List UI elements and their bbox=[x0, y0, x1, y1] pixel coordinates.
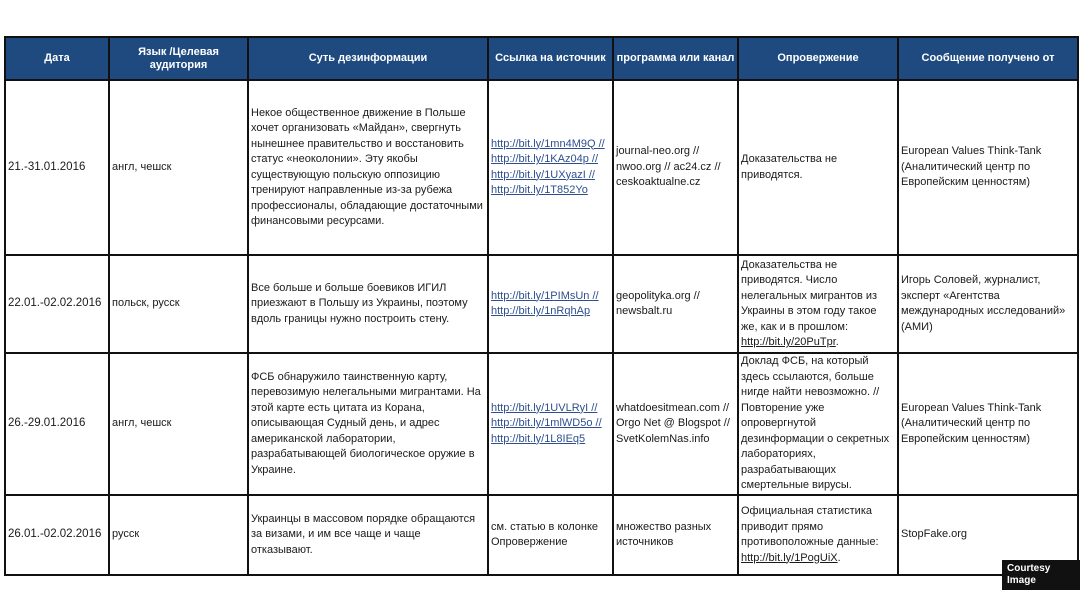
source-link[interactable]: http://bit.ly/1UXyazI // bbox=[491, 168, 595, 181]
header-channel: программа или канал bbox=[613, 37, 738, 80]
refutation-text: Официальная статистика приводит прямо противоположные данные: bbox=[741, 505, 879, 548]
table-row bbox=[5, 495, 1078, 575]
source-link[interactable]: http://bit.ly/1T852Yo bbox=[491, 184, 588, 196]
table-header-row bbox=[5, 37, 1078, 80]
cell-date: 22.01.-02.02.2016 bbox=[5, 255, 109, 353]
refutation-suffix: . bbox=[835, 336, 839, 348]
cell-refutation bbox=[738, 255, 898, 353]
cell-language: англ, чешск bbox=[109, 353, 248, 495]
cell-reported-by: Игорь Соловей, журналист, эксперт «Агентства международных исследований» (АМИ) bbox=[898, 255, 1078, 353]
cell-reported-by: European Values Think-Tank (Аналитический центр по Европейским ценностям) bbox=[898, 80, 1078, 255]
disinformation-table bbox=[4, 36, 1079, 576]
cell-language: польск, русск bbox=[109, 255, 248, 353]
cell-refutation bbox=[738, 495, 898, 575]
cell-channel: journal-neo.org // nwoo.org // ac24.cz // ceskoaktualne.cz bbox=[613, 80, 738, 255]
cell-reported-by: European Values Think-Tank (Аналитический центр по Европейским ценностям) bbox=[898, 353, 1078, 495]
header-language: Язык /Целевая аудитория bbox=[109, 37, 248, 80]
cell-channel: whatdoesitmean.com // Orgo Net @ Blogspot // SvetKolemNas.info bbox=[613, 353, 738, 495]
header-date: Дата bbox=[5, 37, 109, 80]
cell-links bbox=[488, 255, 613, 353]
cell-date: 21.-31.01.2016 bbox=[5, 80, 109, 255]
refutation-text: Доказательства не приводятся. bbox=[741, 153, 838, 181]
table-row bbox=[5, 80, 1078, 255]
cell-refutation bbox=[738, 80, 898, 255]
refutation-link[interactable]: http://bit.ly/1PogUiX bbox=[741, 551, 838, 564]
header-source-link: Ссылка на источник bbox=[488, 37, 613, 80]
cell-refutation bbox=[738, 353, 898, 495]
cell-disinformation: Некое общественное движение в Польше хочет организовать «Майдан», свергнуть нынешнее правительство и восстановить статус «неоколонии». Эту якобы существующую польскую оппозицию тренируют направленные из-за рубежа профессионалы, обладающие достаточными финансовыми ресурсами. bbox=[248, 80, 488, 255]
source-link[interactable]: http://bit.ly/1mlWD5o // bbox=[491, 417, 602, 430]
cell-date: 26.-29.01.2016 bbox=[5, 353, 109, 495]
source-link[interactable]: http://bit.ly/1UVLRyI // bbox=[491, 401, 598, 414]
cell-disinformation: ФСБ обнаружило таинственную карту, перевозимую нелегальными мигрантами. На этой карте есть цитата из Корана, описывающая Судный день, и адрес американской лаборатории, разрабатывающей биологическое оружие в Украине. bbox=[248, 353, 488, 495]
cell-channel: geopolityka.org // newsbalt.ru bbox=[613, 255, 738, 353]
source-link[interactable]: http://bit.ly/1mn4M9Q // bbox=[491, 137, 605, 150]
refutation-text: Доклад ФСБ, на который здесь ссылаются, больше нигде найти невозможно. // Повторение уже опровергнутой дезинформации о секретных лабораториях, разрабатывающих смертельные вирусы. bbox=[741, 355, 890, 492]
header-disinformation: Суть дезинформации bbox=[248, 37, 488, 80]
refutation-suffix: . bbox=[837, 551, 841, 564]
cell-disinformation: Украинцы в массовом порядке обращаются за визами, и им все чаще и чаще отказывают. bbox=[248, 495, 488, 575]
refutation-text: Доказательства не приводятся. Число нелегальных мигрантов из Украины в этом году такое же, как и в прошлом: bbox=[741, 258, 878, 333]
header-refutation: Опровержение bbox=[738, 37, 898, 80]
table-row bbox=[5, 353, 1078, 495]
header-reported-by: Сообщение получено от bbox=[898, 37, 1078, 80]
cell-date: 26.01.-02.02.2016 bbox=[5, 495, 109, 575]
cell-channel: множество разных источников bbox=[613, 495, 738, 575]
refutation-link[interactable]: http://bit.ly/20PuTpr bbox=[741, 336, 836, 348]
cell-language: англ, чешск bbox=[109, 80, 248, 255]
source-link[interactable]: http://bit.ly/1L8IEq5 bbox=[491, 432, 586, 445]
cell-links bbox=[488, 80, 613, 255]
cell-disinformation: Все больше и больше боевиков ИГИЛ приезжают в Польшу из Украины, поэтому вдоль границы нужно построить стену. bbox=[248, 255, 488, 353]
source-link[interactable]: http://bit.ly/1PIMsUn // bbox=[491, 289, 599, 302]
courtesy-image-label: Courtesy Image bbox=[1002, 560, 1080, 590]
source-link[interactable]: http://bit.ly/1nRqhAp bbox=[491, 305, 591, 317]
cell-links: см. статью в колонке Опровержение bbox=[488, 495, 613, 575]
cell-links bbox=[488, 353, 613, 495]
cell-language: русск bbox=[109, 495, 248, 575]
source-link[interactable]: http://bit.ly/1KAz04p // bbox=[491, 153, 599, 165]
table-row bbox=[5, 255, 1078, 353]
cell-reported-by: StopFake.org bbox=[898, 495, 1078, 575]
